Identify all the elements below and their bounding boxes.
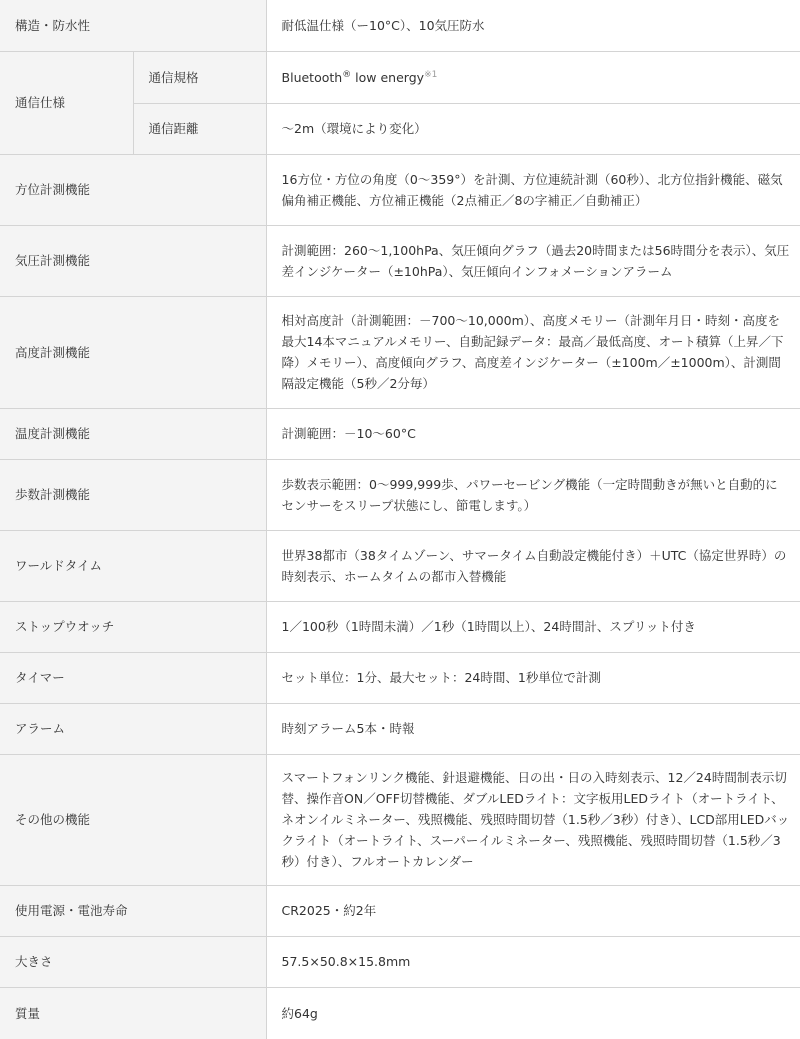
row-value: セット単位：1分、最大セット：24時間、1秒単位で計測	[266, 652, 800, 703]
row-value: 〜2m（環境により変化）	[266, 103, 800, 154]
table-row	[0, 754, 800, 885]
table-row	[0, 936, 800, 987]
row-label: 質量	[0, 987, 266, 1039]
sub-row-label: 通信規格	[133, 51, 266, 103]
row-label: 方位計測機能	[0, 154, 266, 225]
row-label: タイマー	[0, 652, 266, 703]
row-value: 世界38都市（38タイムゾーン、サマータイム自動設定機能付き）＋UTC（協定世界時）の時刻表示、ホームタイムの都市入替機能	[266, 530, 800, 601]
row-value: CR2025・約2年	[266, 885, 800, 936]
row-label: 大きさ	[0, 936, 266, 987]
table-row	[0, 601, 800, 652]
row-value: 耐低温仕様（ー10°C）、10気圧防水	[266, 0, 800, 51]
row-label: その他の機能	[0, 754, 266, 885]
row-label: ワールドタイム	[0, 530, 266, 601]
table-row	[0, 703, 800, 754]
row-value: 時刻アラーム5本・時報	[266, 703, 800, 754]
row-label: 構造・防水性	[0, 0, 266, 51]
row-value: 計測範囲：－10〜60°C	[266, 408, 800, 459]
row-label: 気圧計測機能	[0, 225, 266, 296]
row-value: 16方位・方位の角度（0〜359°）を計測、方位連続計測（60秒）、北方位指針機能、磁気偏角補正機能、方位補正機能（2点補正／8の字補正／自動補正）	[266, 154, 800, 225]
row-value	[266, 51, 800, 103]
row-label: 使用電源・電池寿命	[0, 885, 266, 936]
table-row	[0, 0, 800, 51]
sub-row-label: 通信距離	[133, 103, 266, 154]
registered-mark: ®	[342, 69, 352, 80]
table-row	[0, 652, 800, 703]
row-label: 高度計測機能	[0, 296, 266, 408]
table-row	[0, 225, 800, 296]
table-row	[0, 987, 800, 1039]
row-label: 歩数計測機能	[0, 459, 266, 530]
row-value: 約64g	[266, 987, 800, 1039]
table-row	[0, 885, 800, 936]
table-row	[0, 51, 800, 103]
row-label: ストップウオッチ	[0, 601, 266, 652]
bluetooth-text: Bluetooth	[281, 69, 343, 85]
footnote-mark: ※1	[424, 69, 438, 80]
row-value: 相対高度計（計測範囲：－700〜10,000m）、高度メモリー（計測年月日・時刻・高度を最大14本マニュアルメモリー、自動記録データ：最高／最低高度、オート積算（上昇／下降）メモリー）、高度傾向グラフ、高度差インジケーター（±100m／±1000m）、計測間隔設定機能（5秒／2分毎）	[266, 296, 800, 408]
table-row	[0, 154, 800, 225]
row-value: 計測範囲：260〜1,100hPa、気圧傾向グラフ（過去20時間または56時間分を表示）、気圧差インジケーター（±10hPa）、気圧傾向インフォメーションアラーム	[266, 225, 800, 296]
row-value: スマートフォンリンク機能、針退避機能、日の出・日の入時刻表示、12／24時間制表示切替、操作音ON／OFF切替機能、ダブルLEDライト：文字板用LEDライト（オートライト、ネオンイルミネーター、残照機能、残照時間切替（1.5秒／3秒）付き）、LCD部用LEDバックライト（オートライト、スーパーイルミネーター、残照機能、残照時間切替（1.5秒／3秒）付き）、フルオートカレンダー	[266, 754, 800, 885]
row-value: 57.5×50.8×15.8mm	[266, 936, 800, 987]
row-label: アラーム	[0, 703, 266, 754]
table-row	[0, 459, 800, 530]
low-energy-text: low energy	[351, 69, 425, 85]
row-value: 歩数表示範囲：0〜999,999歩、パワーセービング機能（一定時間動きが無いと自動的にセンサーをスリープ状態にし、節電します。）	[266, 459, 800, 530]
table-row	[0, 296, 800, 408]
row-value: 1／100秒（1時間未満）／1秒（1時間以上）、24時間計、スプリット付き	[266, 601, 800, 652]
row-label: 温度計測機能	[0, 408, 266, 459]
table-row	[0, 530, 800, 601]
table-row	[0, 408, 800, 459]
row-label: 通信仕様	[0, 51, 133, 154]
